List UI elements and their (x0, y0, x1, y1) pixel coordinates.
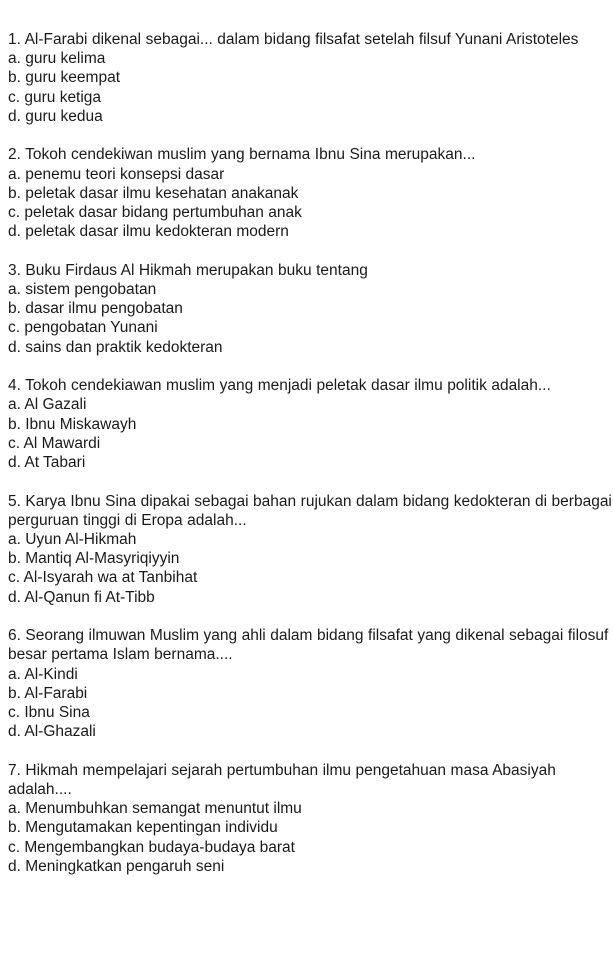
option-b: b. Al-Farabi (8, 684, 88, 702)
option-a: a. penemu teori konsepsi dasar (8, 165, 225, 183)
option-d: d. guru kedua (8, 107, 103, 125)
question-7 (8, 761, 613, 876)
question-3 (8, 261, 613, 357)
question-5 (8, 492, 613, 607)
option-b: b. Ibnu Miskawayh (8, 415, 137, 433)
option-d: d. sains dan praktik kedokteran (8, 338, 223, 356)
question-text: 2. Tokoh cendekiwan muslim yang bernama Ibnu Sina merupakan... (8, 146, 476, 164)
option-a: a. Uyun Al-Hikmah (8, 531, 137, 549)
question-6 (8, 626, 613, 741)
option-d: d. Al-Qanun fi At-Tibb (8, 588, 155, 606)
option-a: a. Al-Kindi (8, 665, 78, 683)
question-text: 5. Karya Ibnu Sina dipakai sebagai bahan rujukan dalam bidang kedokteran di berbagai perguruan tinggi di Eropa adalah... (8, 492, 612, 529)
question-text: 1. Al-Farabi dikenal sebagai... dalam bidang filsafat setelah filsuf Yunani Aristoteles (8, 31, 579, 48)
option-b: b. Mengutamakan kepentingan individu (8, 819, 278, 837)
question-text: 4. Tokoh cendekiawan muslim yang menjadi peletak dasar ilmu politik adalah... (8, 377, 551, 395)
option-b: b. Mantiq Al-Masyriqiyyin (8, 550, 180, 568)
quiz-document (8, 30, 613, 895)
option-c: c. Al-Isyarah wa at Tanbihat (8, 569, 198, 587)
question-text: 3. Buku Firdaus Al Hikmah merupakan buku tentang (8, 261, 368, 279)
option-c: c. peletak dasar bidang pertumbuhan anak (8, 204, 302, 222)
option-d: d. At Tabari (8, 454, 86, 472)
option-b: b. guru keempat (8, 69, 121, 87)
option-b: b. peletak dasar ilmu kesehatan anakanak (8, 184, 299, 202)
question-text: 7. Hikmah mempelajari sejarah pertumbuhan ilmu pengetahuan masa Abasiyah adalah.... (8, 761, 556, 799)
option-c: c. guru ketiga (8, 88, 102, 106)
option-b: b. dasar ilmu pengobatan (8, 300, 183, 318)
option-c: c. pengobatan Yunani (8, 319, 158, 337)
option-a: a. Menumbuhkan semangat menuntut ilmu (8, 800, 302, 818)
option-c: c. Al Mawardi (8, 434, 101, 452)
question-text: 6. Seorang ilmuwan Muslim yang ahli dalam bidang filsafat yang dikenal sebagai filosuf besar pertama Islam bernama.... (8, 627, 609, 664)
option-c: c. Mengembangkan budaya-budaya barat (8, 838, 295, 856)
option-c: c. Ibnu Sina (8, 704, 90, 722)
option-a: a. guru kelima (8, 50, 106, 68)
option-d: d. Al-Ghazali (8, 723, 96, 741)
question-2 (8, 145, 613, 241)
option-a: a. sistem pengobatan (8, 281, 157, 299)
question-1 (8, 30, 613, 126)
option-d: d. peletak dasar ilmu kedokteran modern (8, 223, 289, 241)
option-d: d. Meningkatkan pengaruh seni (8, 857, 225, 875)
option-a: a. Al Gazali (8, 396, 87, 414)
question-4 (8, 376, 613, 472)
